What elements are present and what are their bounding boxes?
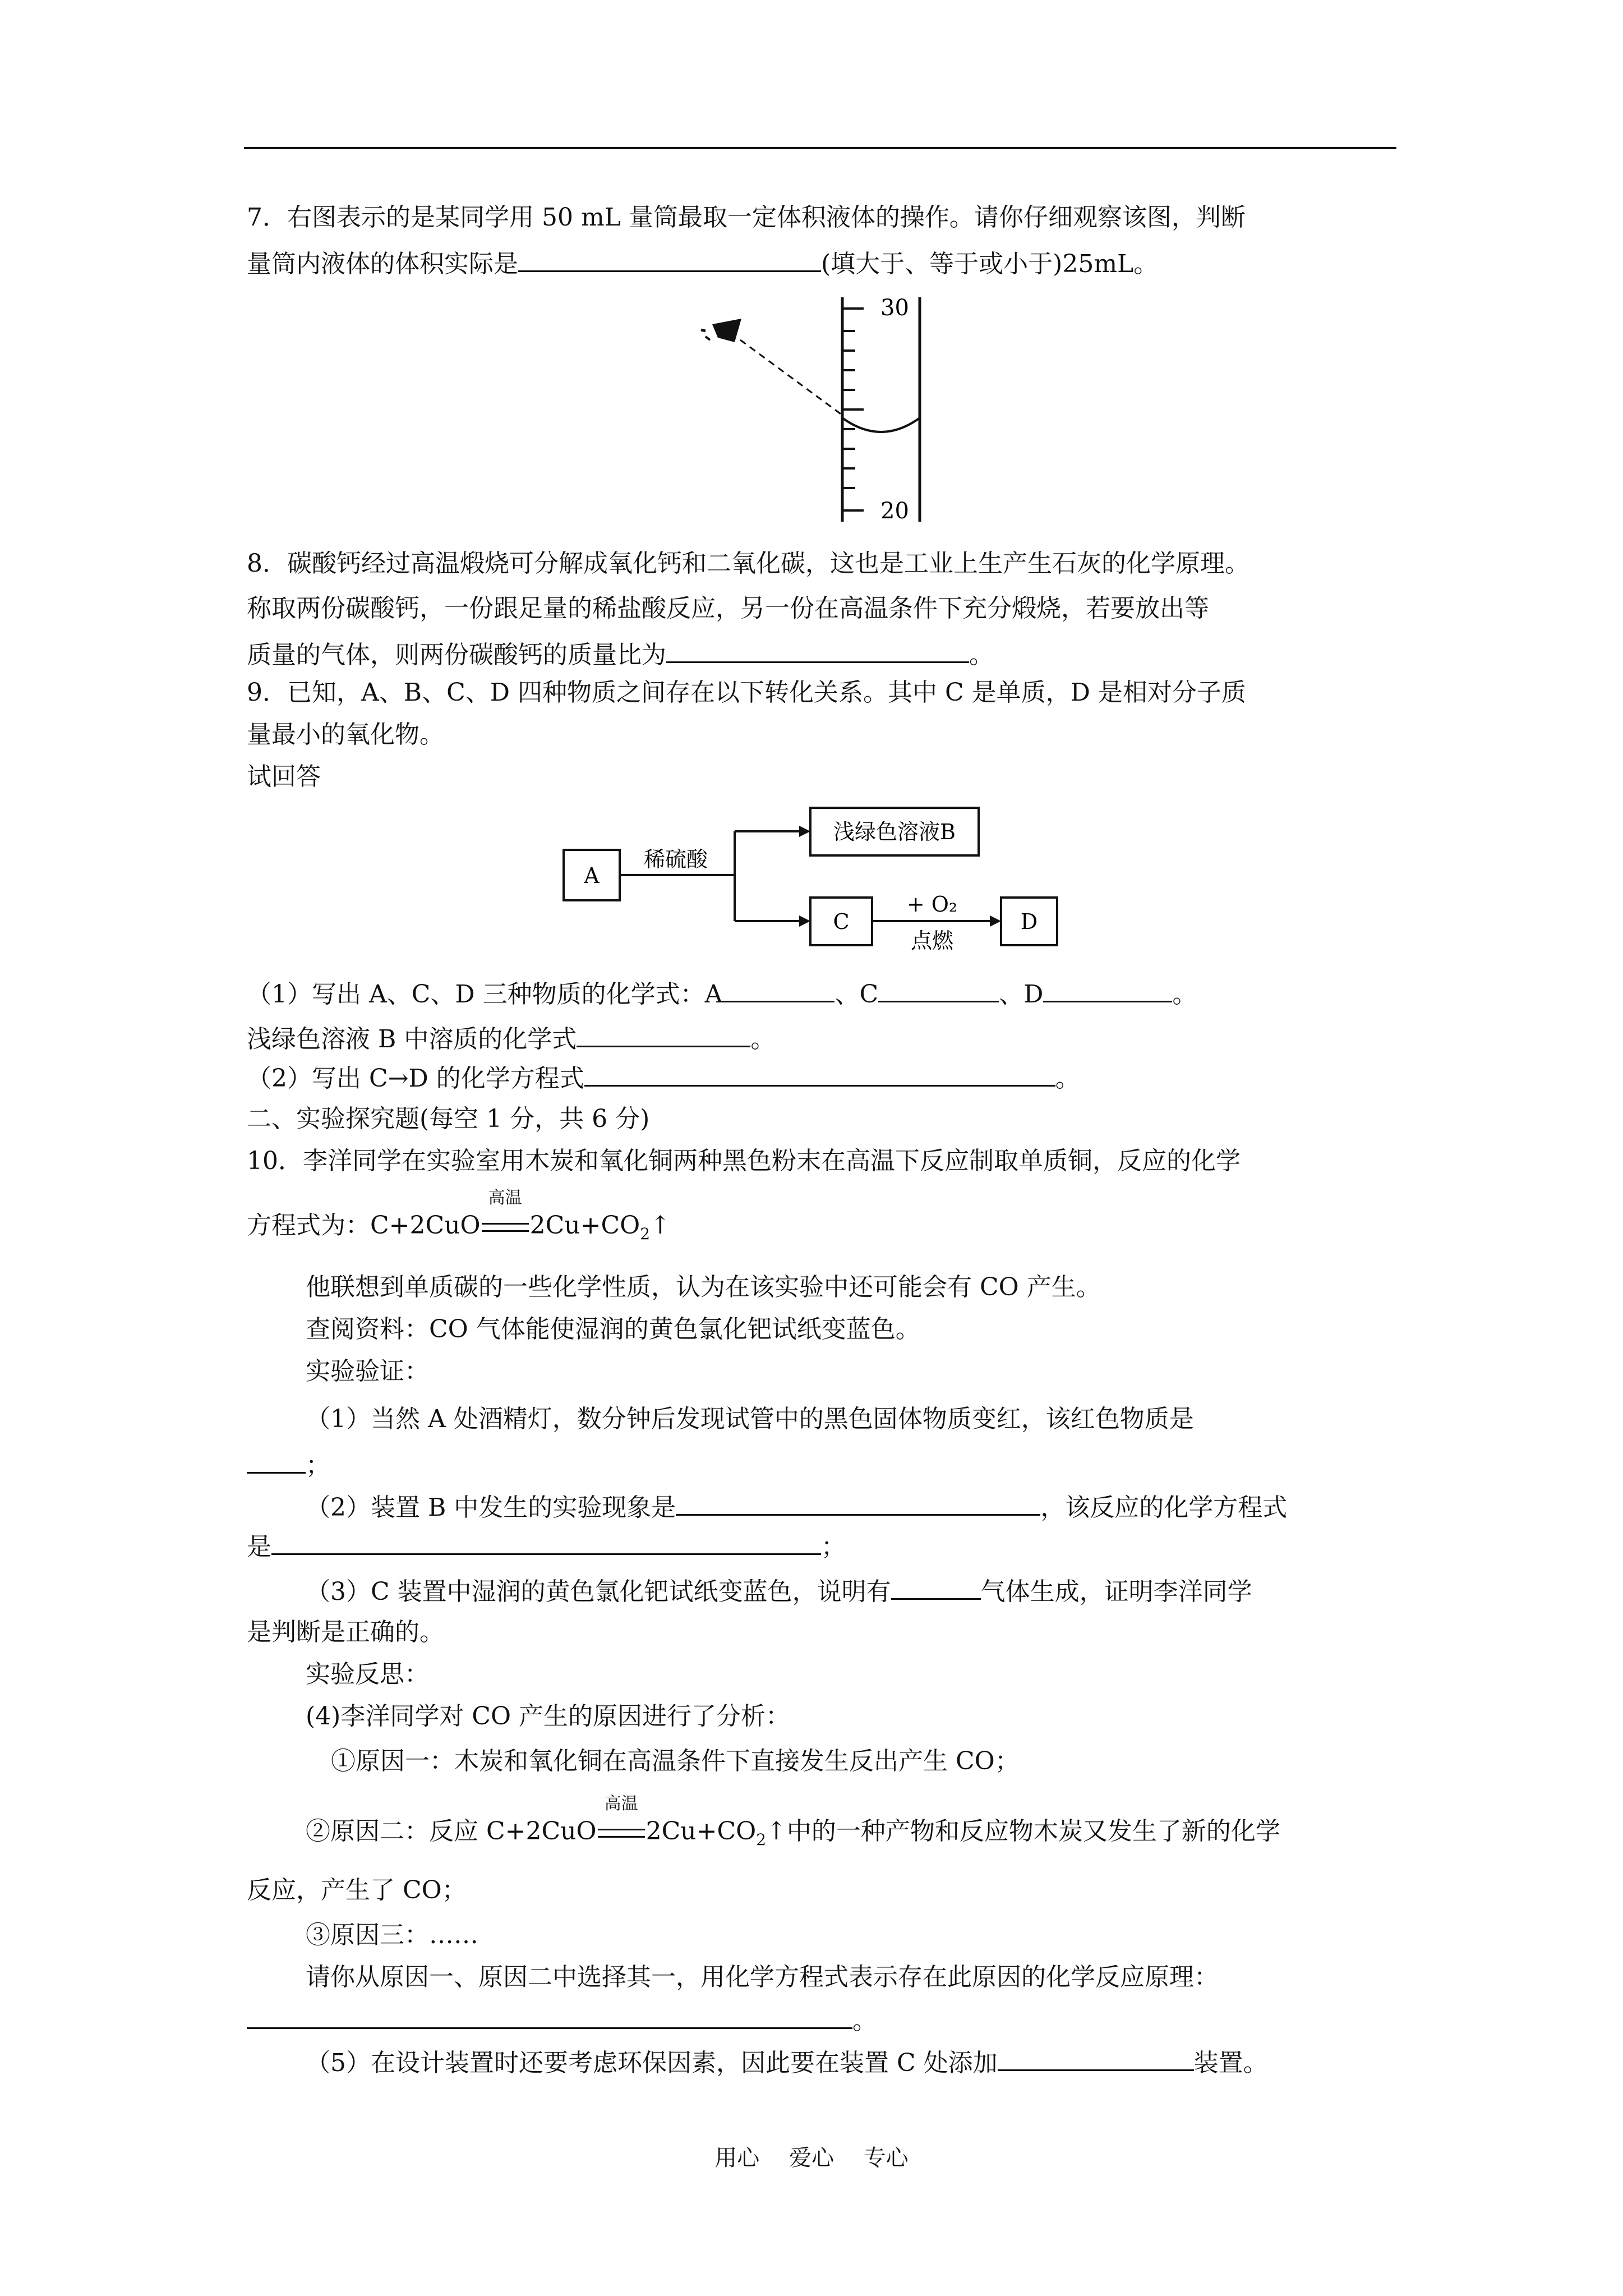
q10-line3: 他联想到单质碳的一些化学性质，认为在该实验中还可能会有 CO 产生。 [306, 1273, 1101, 1301]
q10-s5 [306, 2045, 1268, 2080]
q10-line1: 10．李洋同学在实验室用木炭和氧化铜两种黑色粉末在高温下反应制取单质铜，反应的化学 [247, 1147, 1241, 1175]
eq-condition: 高温 [488, 1188, 522, 1208]
q10-s2-is: 是 [247, 1533, 271, 1561]
cylinder-ticks [842, 309, 864, 510]
q9-part1 [247, 976, 1197, 1011]
q9-line3: 试回答 [247, 762, 321, 791]
ignite-label: 点燃 [910, 928, 954, 953]
q9-part2 [247, 1060, 1080, 1096]
conversion-diagram [555, 797, 1071, 965]
q9-line1: 9．已知，A、B、C、D 四种物质之间存在以下转化关系。其中 C 是单质，D 是相对分子质 [247, 678, 1246, 707]
arrow-to-d [990, 915, 1001, 927]
reason2-prefix: ②原因二：反应 [306, 1817, 486, 1846]
box-d-label: D [1020, 909, 1038, 934]
q10-ask: 请你从原因一、原因二中选择其一，用化学方程式表示存在此原因的化学反应原理： [306, 1963, 1219, 1991]
header-rule [244, 147, 1396, 149]
q10-reason2-line2: 反应，产生了 CO； [247, 1876, 467, 1904]
cylinder-bottom-label: 20 [880, 498, 909, 524]
q9-p1-text: （1）写出 A、C、D 三种物质的化学式：A [247, 980, 723, 1009]
reagent-label: 稀硫酸 [643, 847, 708, 872]
reason2-suffix: 中的一种产物和反应物木炭又发生了新的化学 [786, 1817, 1280, 1846]
arrow-to-b [799, 826, 810, 837]
q10-s1-end: ； [306, 1451, 330, 1480]
q9-part1b [247, 1021, 775, 1056]
answer-blank-b[interactable] [577, 1021, 750, 1047]
answer-blank-c[interactable] [878, 976, 999, 1002]
q8-line3 [247, 637, 994, 672]
plus-o2-label: + O₂ [906, 892, 958, 917]
q7-line2 [247, 246, 1158, 281]
graduated-cylinder-figure [695, 286, 942, 533]
q10-equation-line [247, 1188, 671, 1251]
q10-s1: （1）当然 A 处酒精灯，数分钟后发现试管中的黑色固体物质变红，该红色物质是 [306, 1405, 1194, 1433]
sight-line [740, 340, 842, 415]
r2-eq-left: C+2CuO [486, 1817, 597, 1846]
q8-text: 质量的气体，则两份碳酸钙的质量比为 [247, 641, 666, 669]
q7-hint: (填大于、等于或小于)25mL。 [821, 250, 1159, 278]
q8-period: 。 [969, 641, 994, 669]
q7-answer-blank[interactable] [518, 246, 821, 272]
box-a-label: A [584, 863, 600, 888]
q8-answer-blank[interactable] [666, 637, 969, 663]
q8-line1: 8．碳酸钙经过高温煅烧可分解成氧化钙和二氧化碳，这也是工业上生产生石灰的化学原理。 [247, 549, 1249, 578]
q10-s3-line2: 是判断是正确的。 [247, 1618, 444, 1646]
answer-blank-equation[interactable] [584, 1060, 1055, 1087]
q9-p2-period: 。 [750, 1025, 776, 1053]
r2-eq-condition: 高温 [604, 1794, 638, 1814]
q10-ask-end: 。 [852, 2007, 877, 2035]
q7-text: 量筒内液体的体积实际是 [247, 250, 518, 278]
box-c-label: C [833, 909, 850, 934]
q10-s1-blank-line [247, 1447, 330, 1483]
q10-s5-end: 装置。 [1193, 2049, 1268, 2077]
page-footer: 用心 爱心 专心 [714, 2145, 909, 2171]
answer-blank-reason-equation[interactable] [247, 2003, 852, 2029]
q7-line1: 7．右图表示的是某同学用 50 mL 量筒最取一定体积液体的操作。请你仔细观察该图，判断 [247, 203, 1246, 232]
answer-blank-gas[interactable] [891, 1573, 981, 1600]
q10-s5-text: （5）在设计装置时还要考虑环保因素，因此要在装置 C 处添加 [306, 2049, 998, 2077]
answer-blank-a[interactable] [722, 976, 834, 1002]
q10-s3 [306, 1573, 1252, 1609]
q10-s2-text2: ，该反应的化学方程式 [1040, 1493, 1288, 1522]
q10-s2-end: ； [821, 1533, 846, 1561]
answer-blank-d[interactable] [1043, 976, 1172, 1002]
q10-s3-text: （3）C 装置中湿润的黄色氯化钯试纸变蓝色，说明有 [306, 1577, 891, 1606]
q10-reason1: ①原因一：木炭和氧化铜在高温条件下直接发生反出产生 CO； [331, 1747, 1020, 1775]
r2-equals-high-temp [597, 1794, 646, 1848]
q10-line5: 实验验证： [306, 1357, 429, 1386]
eq-right: 2Cu+CO [529, 1211, 640, 1240]
q9-p1-period: 。 [1172, 980, 1197, 1009]
q10-s3-text2: 气体生成，证明李洋同学 [980, 1577, 1252, 1606]
answer-blank-phenomenon[interactable] [676, 1489, 1040, 1516]
r2-eq-subscript: 2 [756, 1830, 767, 1849]
q9-p2-text: 浅绿色溶液 B 中溶质的化学式 [247, 1025, 577, 1053]
q10-reason3: ③原因三：…… [306, 1921, 478, 1949]
q9-p1-d: 、D [999, 980, 1044, 1009]
up-arrow-icon: ↑ [650, 1211, 671, 1240]
q9-p1-c: 、C [834, 980, 879, 1009]
r2-up-arrow-icon: ↑ [766, 1817, 787, 1846]
r2-eq-right: 2Cu+CO [645, 1817, 757, 1846]
cylinder-top-label: 30 [880, 295, 909, 321]
q10-s2 [306, 1489, 1287, 1525]
eye-icon [701, 319, 741, 342]
eq-subscript: 2 [640, 1224, 651, 1243]
section-heading: 二、实验探究题(每空 1 分，共 6 分) [247, 1105, 650, 1133]
q10-reason2 [306, 1794, 1280, 1857]
arrow-to-c [799, 915, 810, 927]
q9-line2: 量最小的氧化物。 [247, 720, 444, 749]
equals-high-temp [481, 1188, 530, 1243]
eq-left: C+2CuO [370, 1211, 481, 1240]
q10-s4: (4)李洋同学对 CO 产生的原因进行了分析： [306, 1702, 791, 1731]
q9-p3-period: 。 [1055, 1064, 1080, 1093]
answer-blank-b-equation[interactable] [271, 1529, 821, 1555]
q10-s2-text: （2）装置 B 中发生的实验现象是 [306, 1493, 676, 1522]
q10-line4: 查阅资料：CO 气体能使湿润的黄色氯化钯试纸变蓝色。 [306, 1315, 920, 1343]
answer-blank-device[interactable] [998, 2045, 1194, 2071]
eq-prefix: 方程式为： [247, 1211, 370, 1240]
answer-blank-red-substance[interactable] [247, 1447, 306, 1474]
q8-line2: 称取两份碳酸钙，一份跟足量的稀盐酸反应，另一份在高温条件下充分煅烧，若要放出等 [247, 594, 1209, 623]
q10-s2-line2 [247, 1529, 846, 1564]
box-b-label: 浅绿色溶液B [833, 820, 956, 844]
q10-reflect: 实验反思： [306, 1660, 429, 1688]
q9-p3-text: （2）写出 C→D 的化学方程式 [247, 1064, 584, 1093]
q10-ask-blank-line [247, 2003, 877, 2038]
